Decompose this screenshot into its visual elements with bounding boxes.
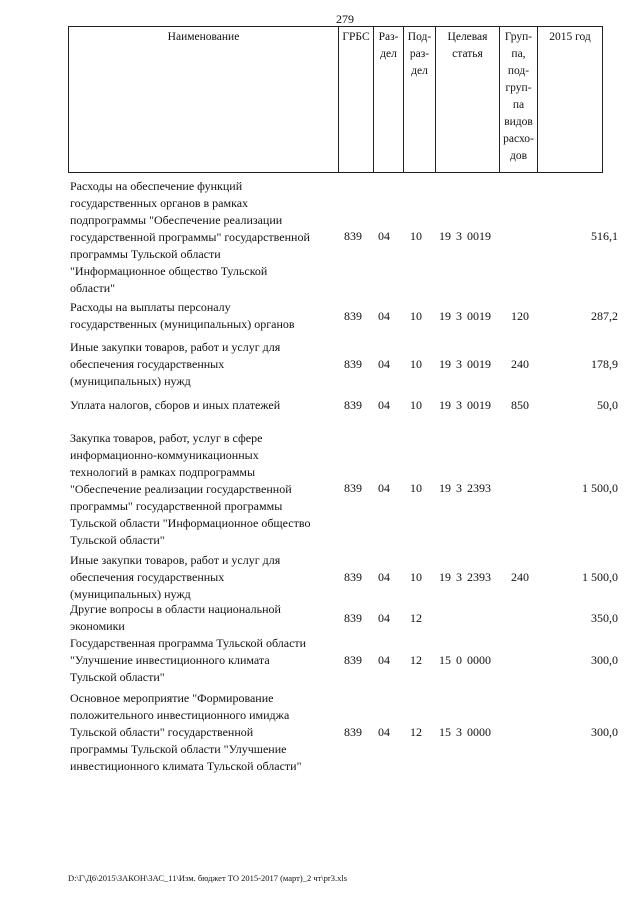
- row-grbs: 839: [344, 357, 362, 371]
- row-amount: 300,0: [591, 725, 618, 739]
- row-name: Уплата налогов, сборов и иных платежей: [70, 398, 281, 412]
- row-amount: 516,1: [591, 229, 618, 243]
- header-name: Наименование: [69, 27, 339, 173]
- page-number: 279: [336, 12, 354, 26]
- row-amount: 1 500,0: [582, 481, 618, 495]
- header-year: 2015 год: [538, 27, 603, 173]
- row-razdel: 04: [378, 653, 390, 667]
- row-grbs: 839: [344, 611, 362, 625]
- row-razdel: 04: [378, 309, 390, 323]
- header-target: Целевая статья: [436, 27, 500, 173]
- row-name: Государственная программа Тульской области "Улучшение инвестиционного климата Тульской области": [70, 636, 307, 684]
- row-amount: 300,0: [591, 653, 618, 667]
- header-razdel: Раз- дел: [374, 27, 404, 173]
- row-amount: 1 500,0: [582, 570, 618, 584]
- row-amount: 178,9: [591, 357, 618, 371]
- row-name: Иные закупки товаров, работ и услуг для обеспечения государственных (муниципальных) нужд: [70, 340, 281, 388]
- row-target: 15 0 0000: [439, 653, 491, 667]
- row-grbs: 839: [344, 653, 362, 667]
- row-razdel: 04: [378, 229, 390, 243]
- row-vid: 240: [511, 357, 529, 371]
- row-name: Расходы на обеспечение функций государственных органов в рамках подпрограммы "Обеспечение реализации государственной программы" государственной программы Тульской области "Информационное общество Тульской области": [70, 179, 310, 295]
- header-vid: Груп- па, под- груп- па видов расхо- дов: [500, 27, 538, 173]
- row-name: Расходы на выплаты персоналу государственных (муниципальных) органов: [70, 300, 295, 331]
- row-podrazdel: 12: [410, 611, 422, 625]
- row-target: 19 3 2393: [439, 570, 491, 584]
- row-amount: 350,0: [591, 611, 618, 625]
- row-target: 19 3 0019: [439, 229, 491, 243]
- row-name: Другие вопросы в области национальной экономики: [70, 602, 281, 633]
- row-grbs: 839: [344, 309, 362, 323]
- row-podrazdel: 10: [410, 309, 422, 323]
- row-vid: 120: [511, 309, 529, 323]
- row-podrazdel: 10: [410, 570, 422, 584]
- table-header: [68, 26, 603, 173]
- row-amount: 50,0: [597, 398, 618, 412]
- row-target: 19 3 2393: [439, 481, 491, 495]
- row-target: 15 3 0000: [439, 725, 491, 739]
- file-path-footer: D:\Г\Д6\2015\ЗАКОН\ЗАС_11\Изм. бюджет ТО 2015-2017 (март)_2 чт\pr3.xls: [68, 873, 348, 883]
- row-grbs: 839: [344, 570, 362, 584]
- row-vid: 240: [511, 570, 529, 584]
- row-target: 19 3 0019: [439, 398, 491, 412]
- row-razdel: 04: [378, 481, 390, 495]
- row-razdel: 04: [378, 725, 390, 739]
- row-grbs: 839: [344, 398, 362, 412]
- row-podrazdel: 12: [410, 653, 422, 667]
- row-podrazdel: 12: [410, 725, 422, 739]
- row-grbs: 839: [344, 481, 362, 495]
- row-amount: 287,2: [591, 309, 618, 323]
- row-podrazdel: 10: [410, 357, 422, 371]
- row-razdel: 04: [378, 570, 390, 584]
- row-name: Основное мероприятие "Формирование положительного инвестиционного имиджа Тульской области" государственной программы Тульской области "Улучшение инвестиционного климата Тульской области": [70, 691, 302, 773]
- row-grbs: 839: [344, 229, 362, 243]
- row-razdel: 04: [378, 398, 390, 412]
- row-razdel: 04: [378, 357, 390, 371]
- row-target: 19 3 0019: [439, 357, 491, 371]
- row-grbs: 839: [344, 725, 362, 739]
- row-podrazdel: 10: [410, 229, 422, 243]
- header-grbs: ГРБС: [339, 27, 374, 173]
- row-vid: 850: [511, 398, 529, 412]
- row-name: Иные закупки товаров, работ и услуг для обеспечения государственных (муниципальных) нужд: [70, 553, 281, 601]
- row-razdel: 04: [378, 611, 390, 625]
- row-podrazdel: 10: [410, 481, 422, 495]
- row-target: 19 3 0019: [439, 309, 491, 323]
- row-podrazdel: 10: [410, 398, 422, 412]
- row-name: Закупка товаров, работ, услуг в сфере информационно-коммуникационных технологий в рамках подпрограммы "Обеспечение реализации государственной программы" государственной программы Тульской области "Информационное общество Тульской области": [70, 431, 311, 547]
- header-podrazdel: Под- раз- дел: [404, 27, 436, 173]
